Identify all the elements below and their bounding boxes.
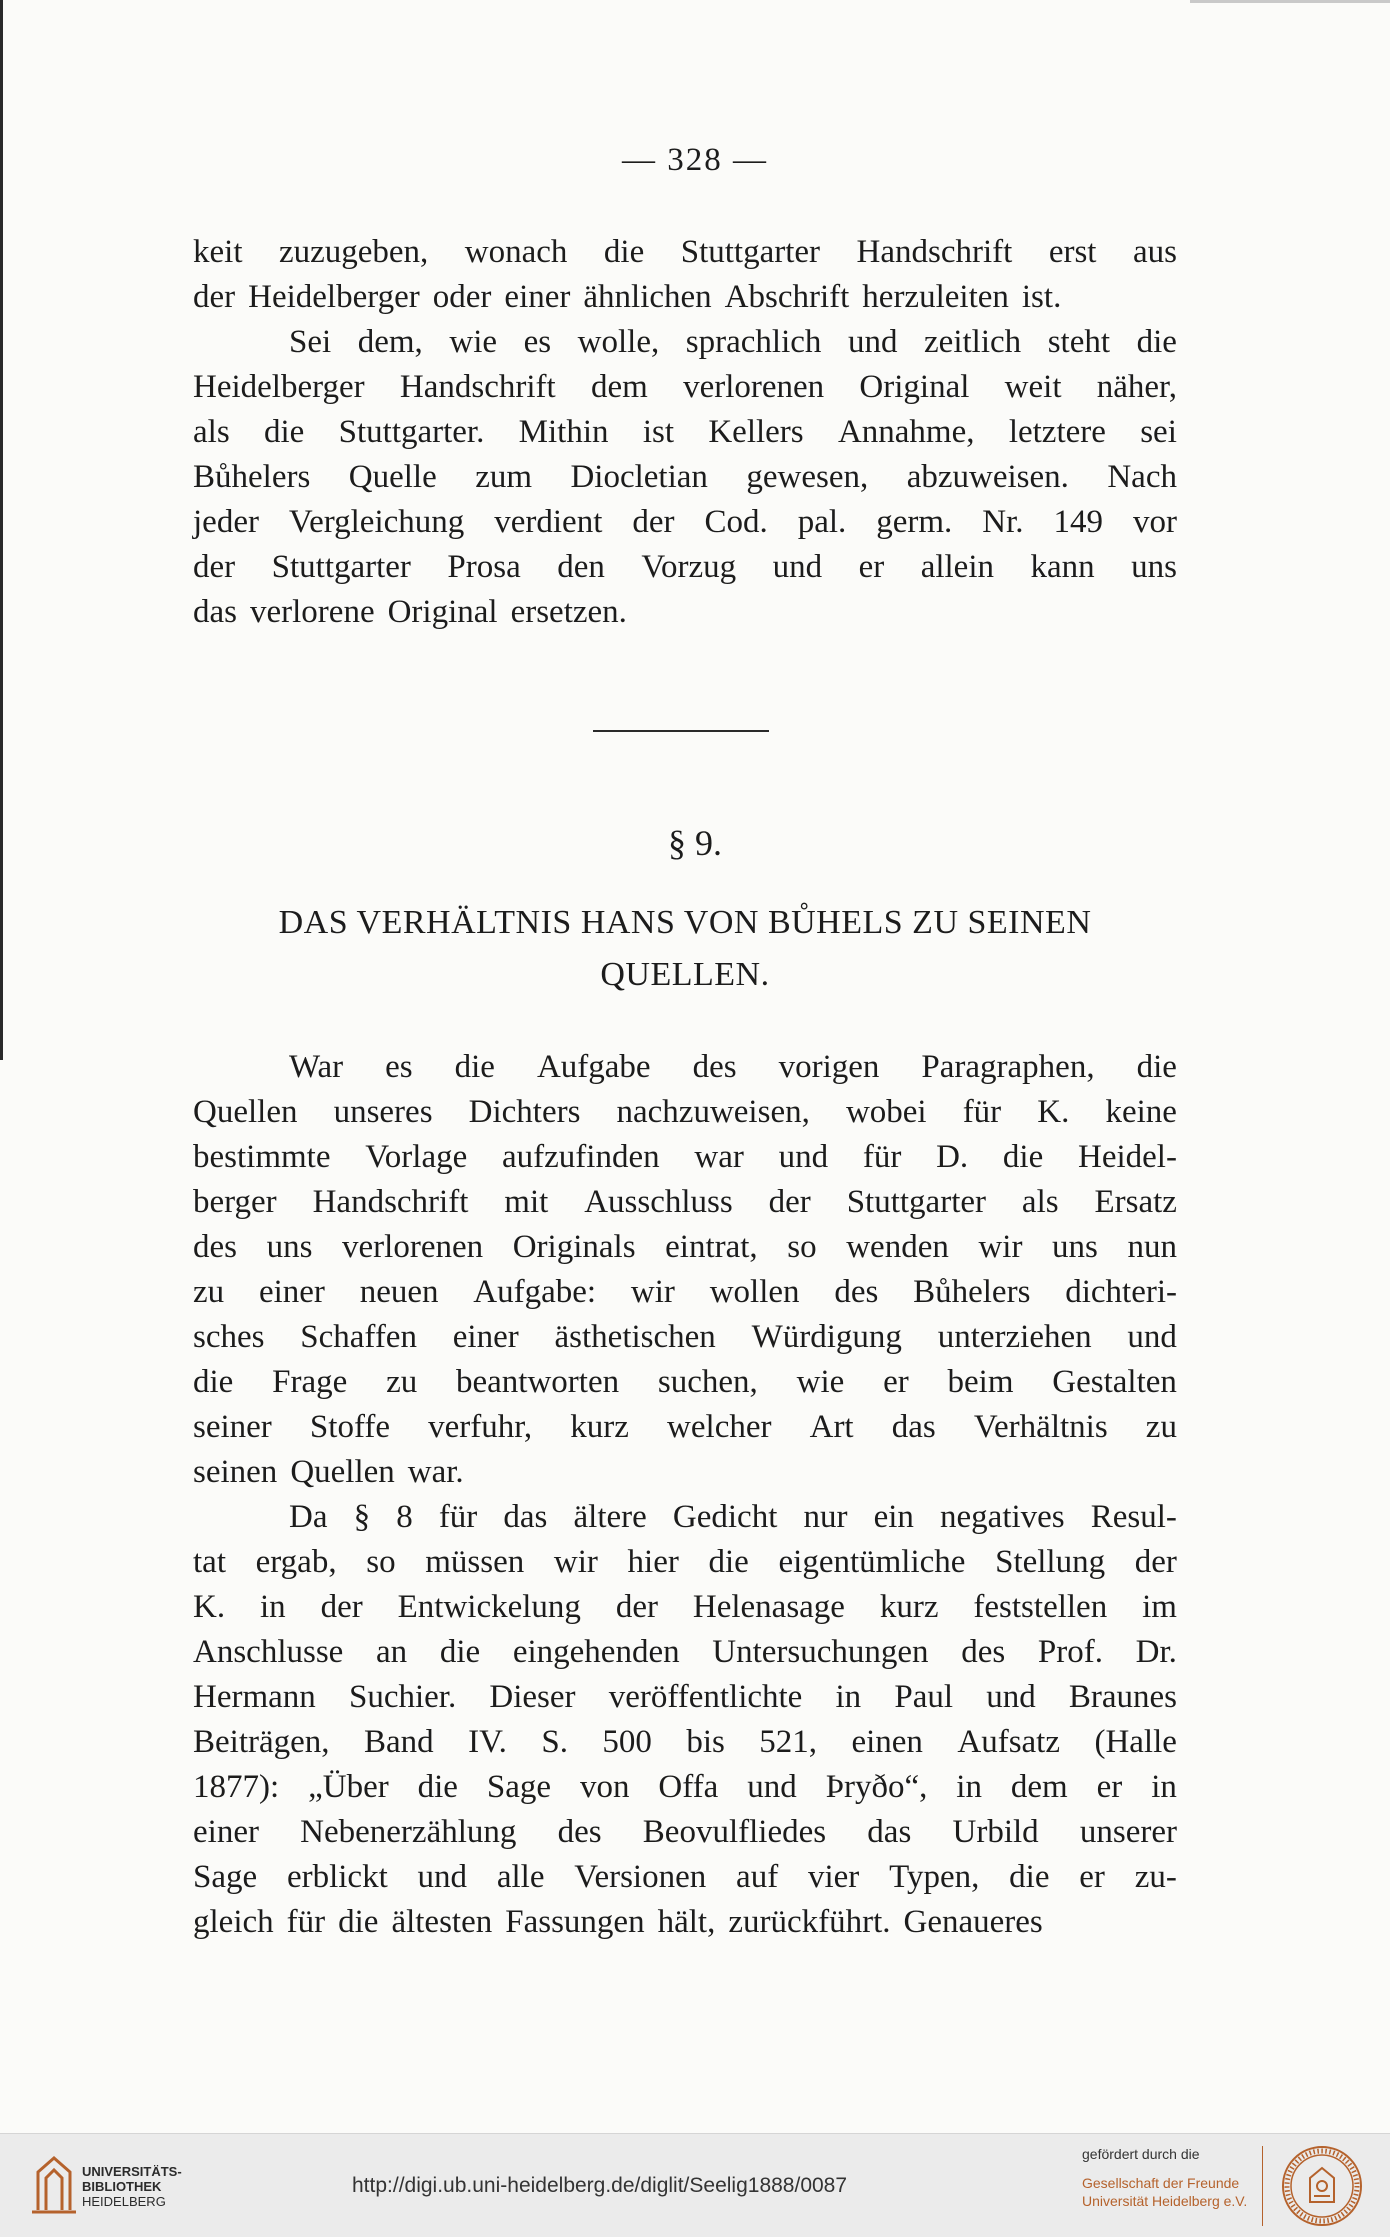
permalink-url[interactable]: http://digi.ub.uni-heidelberg.de/diglit/Seelig1888/0087 bbox=[352, 2174, 848, 2197]
library-name bbox=[82, 2164, 182, 2209]
text-line: 1877): „Über die Sage von Offa und Þryðo“, in dem er in bbox=[193, 1769, 1177, 1805]
text-line: Sage erblickt und alle Versionen auf vier Typen, die er zu- bbox=[193, 1859, 1177, 1895]
text-line: Bůhelers Quelle zum Diocletian gewesen, abzuweisen. Nach bbox=[193, 459, 1177, 495]
section-number: § 9. bbox=[668, 823, 722, 863]
text-line: bestimmte Vorlage aufzufinden war und für D. die Heidel- bbox=[193, 1139, 1177, 1175]
body-text-section bbox=[193, 1045, 1177, 1945]
section-heading bbox=[193, 897, 1177, 1001]
text-line: seinen Quellen war. bbox=[193, 1454, 464, 1490]
section-heading-line-2: QUELLEN. bbox=[600, 956, 770, 993]
text-line: Beiträgen, Band IV. S. 500 bis 521, einen Aufsatz (Halle bbox=[193, 1724, 1177, 1760]
ub-heidelberg-logo-icon bbox=[30, 2152, 80, 2216]
text-line: gleich für die ältesten Fassungen hält, zurückführt. Genaueres bbox=[193, 1904, 1043, 1940]
scan-edge-top bbox=[1190, 0, 1390, 3]
text-line: des uns verlorenen Originals eintrat, so wenden wir uns nun bbox=[193, 1229, 1177, 1265]
text-line: War es die Aufgabe des vorigen Paragraphen, die bbox=[289, 1049, 1177, 1085]
library-name-line-2: BIBLIOTHEK bbox=[82, 2179, 162, 2194]
text-line: die Frage zu beantworten suchen, wie er beim Gestalten bbox=[193, 1364, 1177, 1400]
section-separator bbox=[593, 730, 769, 732]
text-line: keit zuzugeben, wonach die Stuttgarter Handschrift erst aus bbox=[193, 234, 1177, 270]
sponsor-name bbox=[1082, 2174, 1247, 2210]
footer-divider bbox=[1262, 2146, 1263, 2226]
sponsor-label: gefördert durch die bbox=[1082, 2146, 1200, 2162]
text-line: seiner Stoffe verfuhr, kurz welcher Art das Verhältnis zu bbox=[193, 1409, 1177, 1445]
section-heading-line-1: DAS VERHÄLTNIS HANS VON BŮHELS ZU SEINEN bbox=[278, 904, 1092, 941]
text-line: einer Nebenerzählung des Beovulfliedes das Urbild unserer bbox=[193, 1814, 1177, 1850]
text-line: jeder Vergleichung verdient der Cod. pal. germ. Nr. 149 vor bbox=[193, 504, 1177, 540]
text-line: der Heidelberger oder einer ähnlichen Abschrift herzuleiten ist. bbox=[193, 279, 1062, 315]
text-line: das verlorene Original ersetzen. bbox=[193, 594, 627, 630]
text-line: Sei dem, wie es wolle, sprachlich und zeitlich steht die bbox=[289, 324, 1177, 360]
text-line: der Stuttgarter Prosa den Vorzug und er allein kann uns bbox=[193, 549, 1177, 585]
library-name-line-3: HEIDELBERG bbox=[82, 2194, 166, 2209]
text-line: Da § 8 für das ältere Gedicht nur ein negatives Resul- bbox=[289, 1499, 1177, 1535]
text-line: Quellen unseres Dichters nachzuweisen, wobei für K. keine bbox=[193, 1094, 1177, 1130]
text-line: als die Stuttgarter. Mithin ist Kellers Annahme, letztere sei bbox=[193, 414, 1177, 450]
text-line: K. in der Entwickelung der Helenasage kurz feststellen im bbox=[193, 1589, 1177, 1625]
text-line: Anschlusse an die eingehenden Untersuchungen des Prof. Dr. bbox=[193, 1634, 1177, 1670]
text-line: Heidelberger Handschrift dem verlorenen Original weit näher, bbox=[193, 369, 1177, 405]
text-line: zu einer neuen Aufgabe: wir wollen des Bůhelers dichteri- bbox=[193, 1274, 1177, 1310]
sponsor-name-line-2: Universität Heidelberg e.V. bbox=[1082, 2193, 1248, 2209]
page-number: — 328 — bbox=[622, 142, 768, 178]
body-text-top bbox=[193, 230, 1177, 635]
footer-bar bbox=[0, 2133, 1390, 2237]
text-line: tat ergab, so müssen wir hier die eigentümliche Stellung der bbox=[193, 1544, 1177, 1580]
text-line: berger Handschrift mit Ausschluss der Stuttgarter als Ersatz bbox=[193, 1184, 1177, 1220]
sponsor-name-line-1: Gesellschaft der Freunde bbox=[1082, 2175, 1240, 2191]
text-line: sches Schaffen einer ästhetischen Würdigung unterziehen und bbox=[193, 1319, 1177, 1355]
university-seal-icon bbox=[1280, 2144, 1364, 2228]
text-line: Hermann Suchier. Dieser veröffentlichte in Paul und Braunes bbox=[193, 1679, 1177, 1715]
library-name-line-1: UNIVERSITÄTS- bbox=[82, 2164, 182, 2179]
